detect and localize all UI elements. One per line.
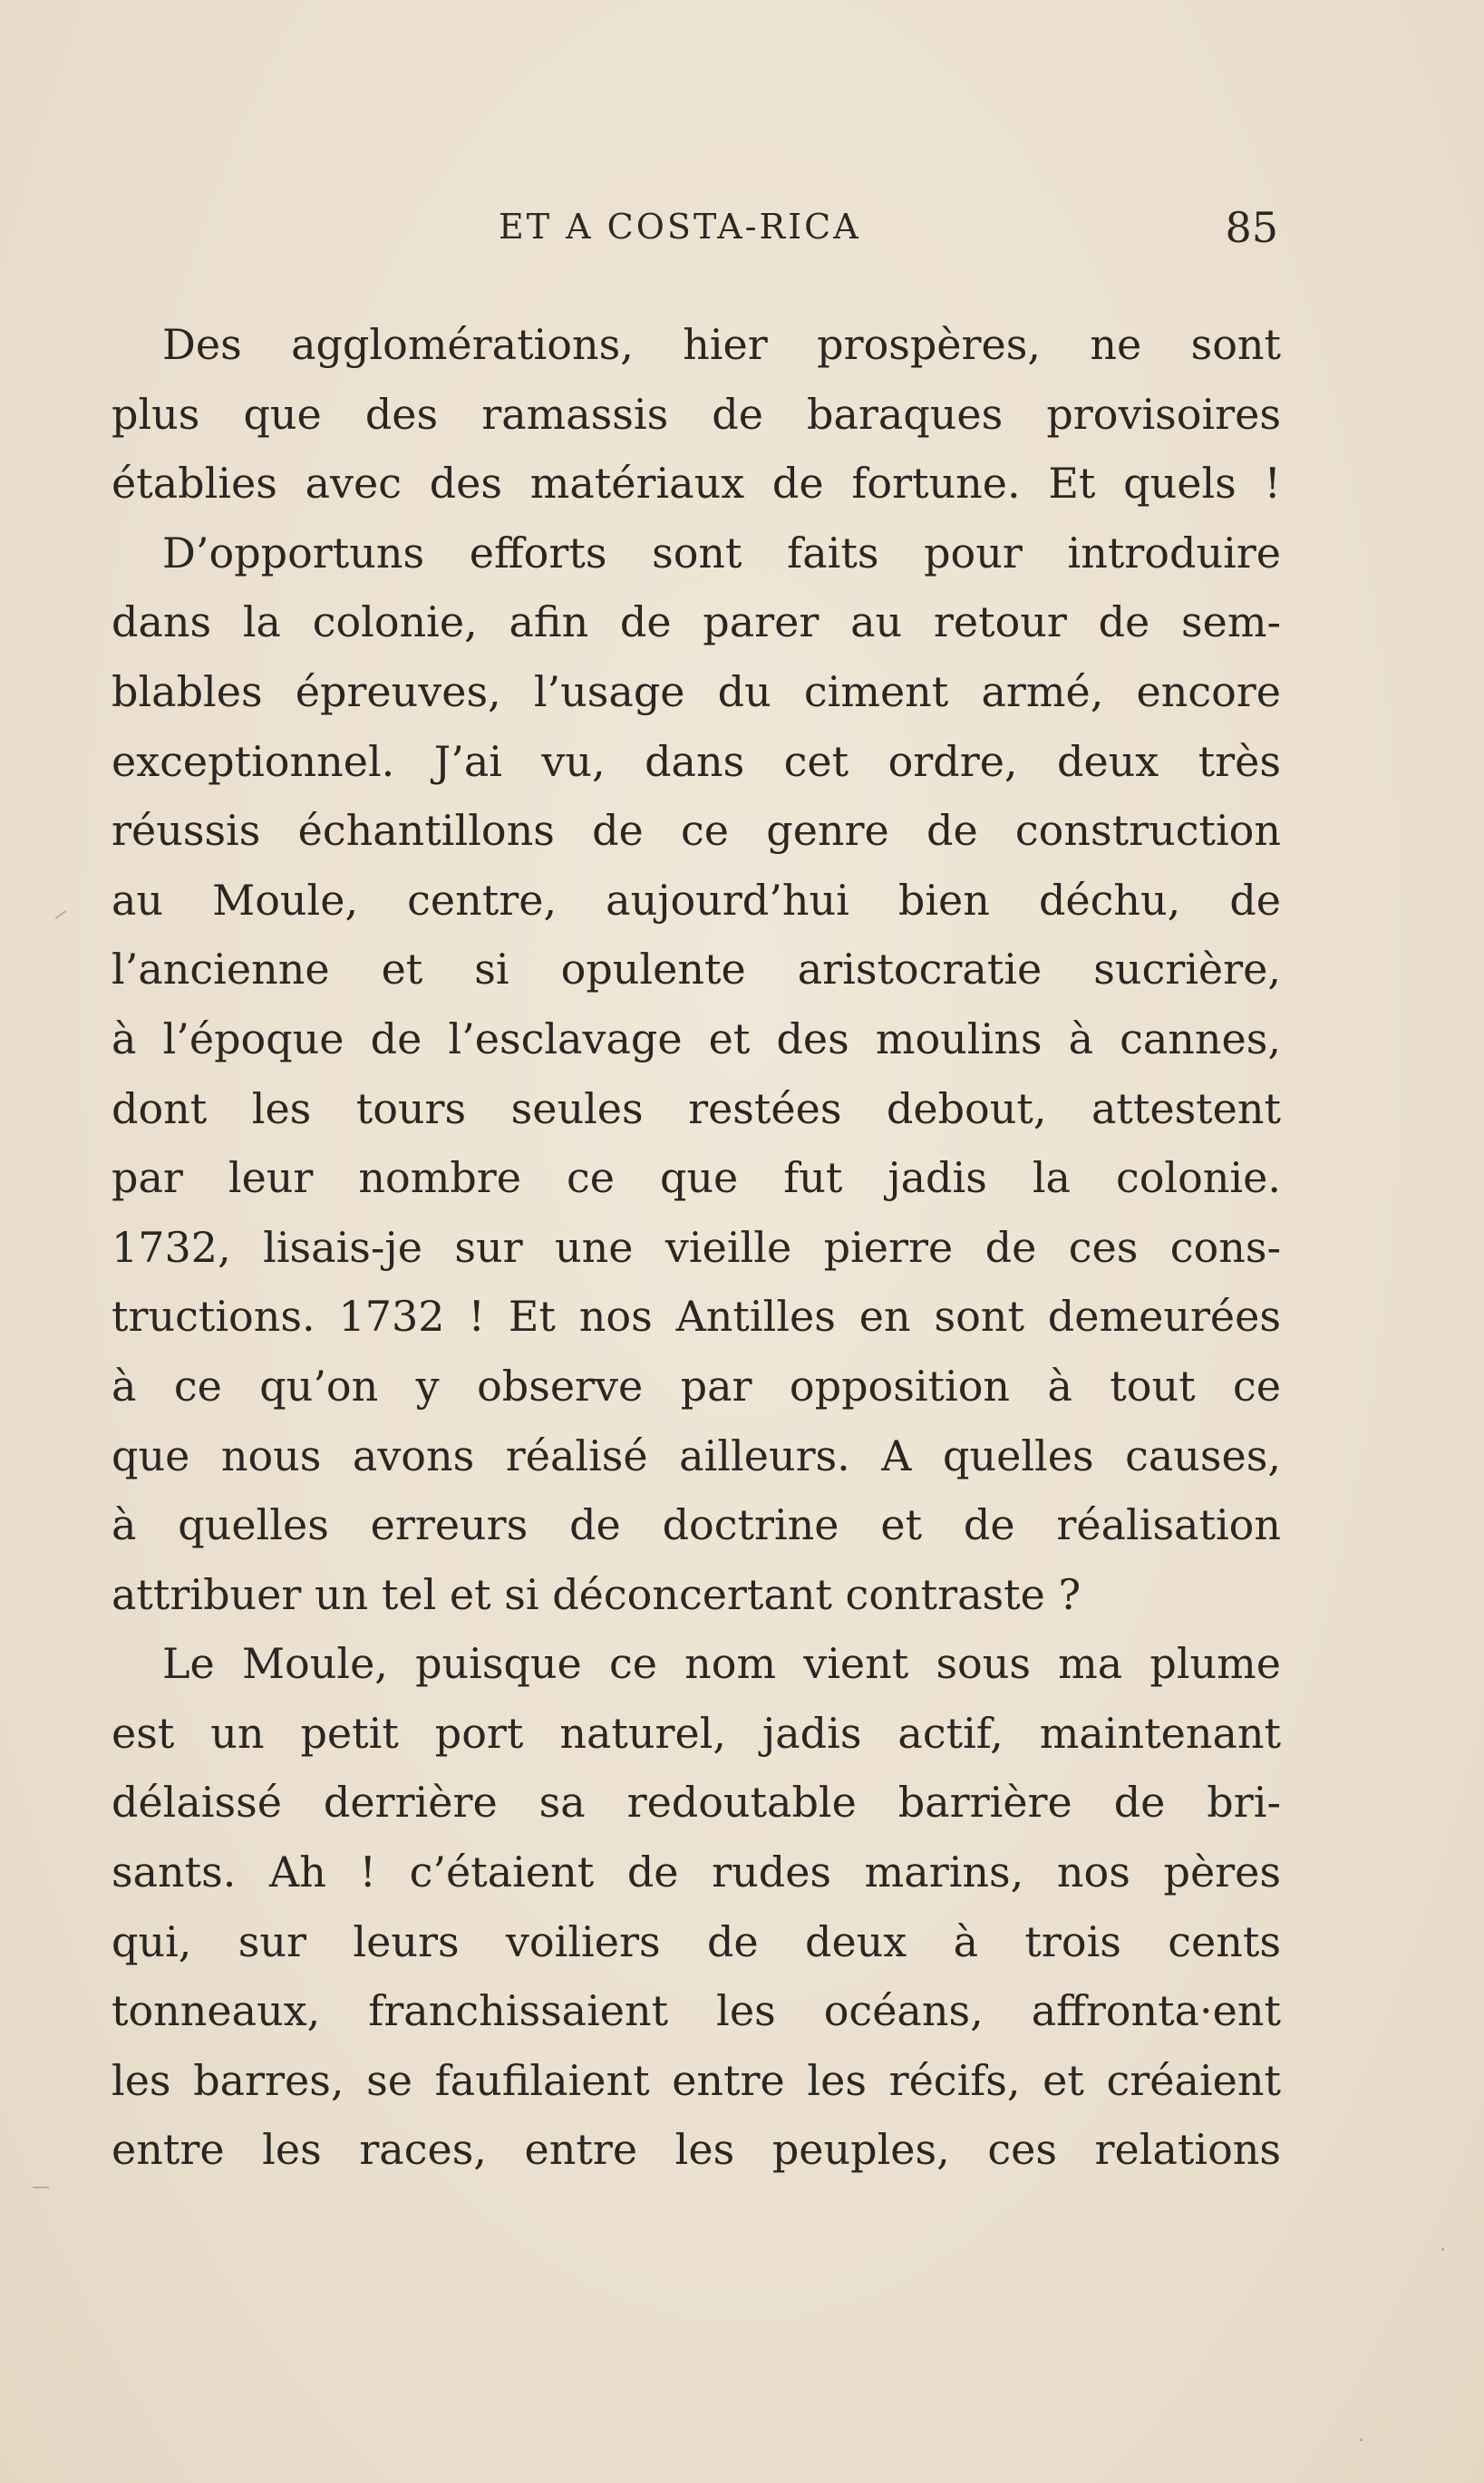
text-line: Le Moule, puisque ce nom vient sous ma plume (162, 1639, 1281, 1689)
running-head (109, 203, 1278, 261)
running-title: ET A COSTA-RICA (499, 207, 861, 247)
text-line: dans la colonie, afin de parer au retour de sem- (112, 597, 1281, 647)
body-text (112, 310, 1281, 2185)
paragraph (112, 310, 1281, 1629)
margin-speck (1441, 2248, 1444, 2251)
text-line: les barres, se faufilaient entre les récifs, et créaient (112, 2055, 1281, 2105)
text-line: tructions. 1732 ! Et nos Antilles en sont demeurées (112, 1292, 1281, 1342)
text-line: Des agglomérations, hier prospères, ne sont (162, 320, 1281, 369)
text-line: que nous avons réalisé ailleurs. A quelles causes, (112, 1431, 1281, 1480)
text-line: à quelles erreurs de doctrine et de réalisation (112, 1500, 1281, 1550)
text-line: sants. Ah ! c’étaient de rudes marins, nos pères (112, 1848, 1281, 1897)
text-line: l’ancienne et si opulente aristocratie sucrière, (112, 945, 1281, 994)
text-line: à l’époque de l’esclavage et des moulins à cannes, (112, 1014, 1281, 1063)
text-line: plus que des ramassis de baraques provisoires (112, 389, 1281, 439)
text-line: D’opportuns efforts sont faits pour introduire (162, 528, 1281, 577)
text-line: délaissé derrière sa redoutable barrière de bri- (112, 1778, 1281, 1828)
text-line: est un petit port naturel, jadis actif, maintenant (112, 1708, 1281, 1758)
text-line: dont les tours seules restées debout, attestent (112, 1083, 1281, 1133)
text-line: établies avec des matériaux de fortune. Et quels ! (112, 459, 1281, 509)
text-line: entre les races, entre les peuples, ces relations (112, 2125, 1281, 2175)
margin-speck (55, 910, 67, 919)
text-line: blables épreuves, l’usage du ciment armé, encore (112, 666, 1281, 716)
text-line: attribuer un tel et si déconcertant contraste ? (112, 1569, 1081, 1619)
text-line: réussis échantillons de ce genre de construction (112, 806, 1281, 856)
margin-speck (1360, 2439, 1363, 2441)
margin-speck (33, 2187, 49, 2188)
text-line: par leur nombre ce que fut jadis la colonie. (112, 1153, 1281, 1203)
text-line: exceptionnel. J’ai vu, dans cet ordre, deux très (112, 736, 1281, 786)
text-line: tonneaux, franchissaient les océans, affronta·ent (112, 1986, 1281, 2036)
paragraph (112, 1629, 1281, 2185)
page-number: 85 (1225, 203, 1278, 252)
text-line: à ce qu’on y observe par opposition à tout ce (112, 1361, 1281, 1411)
text-line: au Moule, centre, aujourd’hui bien déchu, de (112, 875, 1281, 925)
text-line: qui, sur leurs voiliers de deux à trois cents (112, 1916, 1281, 1966)
text-line: 1732, lisais-je sur une vieille pierre de ces cons- (112, 1222, 1281, 1272)
